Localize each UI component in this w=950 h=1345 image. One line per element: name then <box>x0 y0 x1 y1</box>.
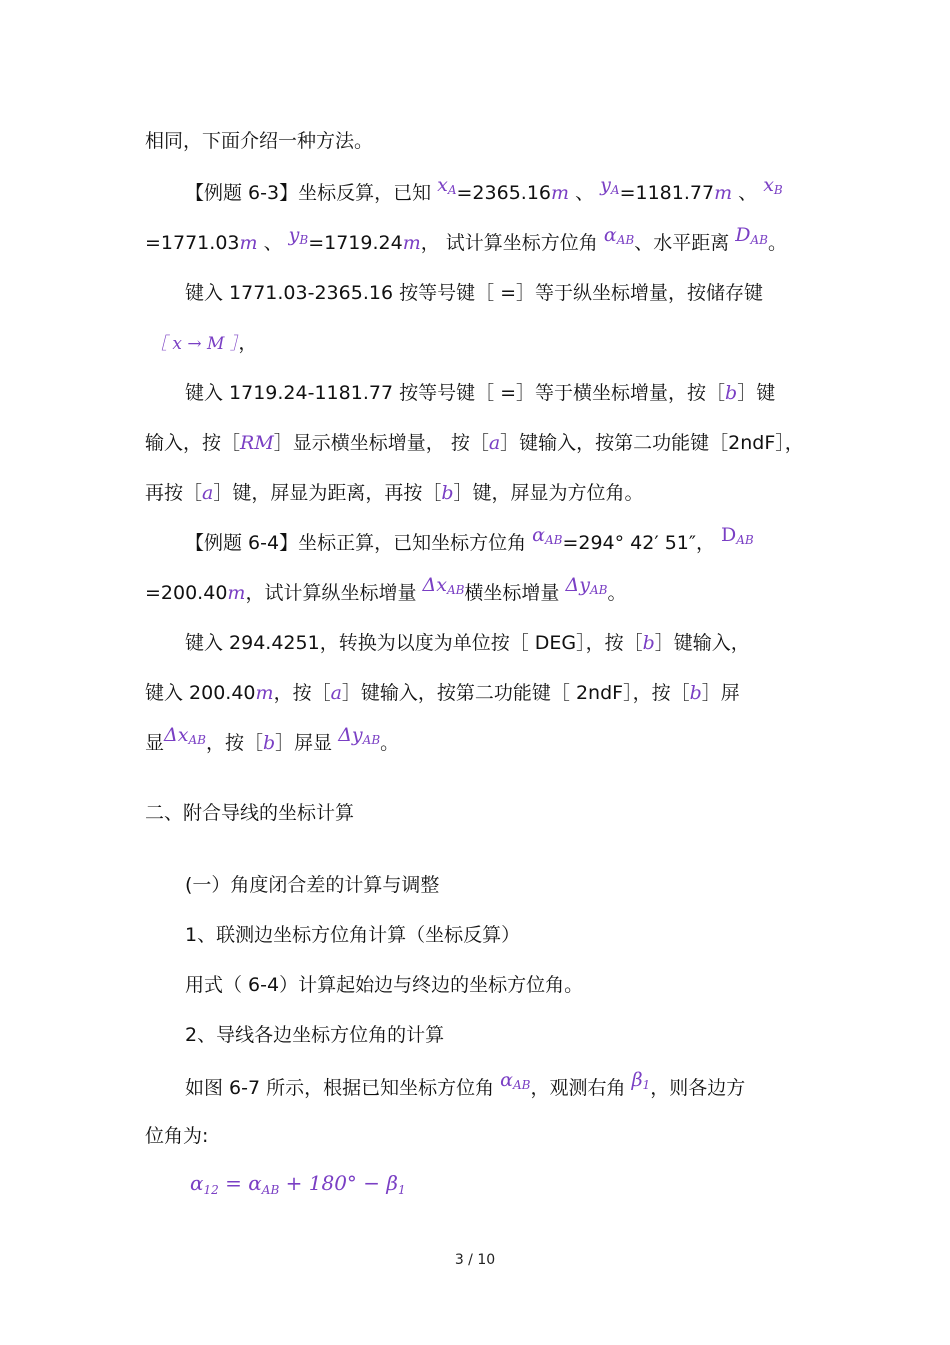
and-text: 、水平距离 <box>634 232 730 254</box>
key-b: b <box>441 482 454 504</box>
mid-text: 横坐标增量 <box>464 582 560 604</box>
item-1-text: 用式（ 6-4）计算起始边与终边的坐标方位角。 <box>185 974 584 996</box>
step2-g: ］键，屏显为距离，再按［ <box>213 482 442 504</box>
example-6-4-line2 <box>145 574 627 611</box>
step3-line1 <box>185 630 750 656</box>
section-heading: 二、附合导线的坐标计算 <box>145 802 355 824</box>
subsection-heading: (一）角度闭合差的计算与调整 <box>185 874 440 896</box>
item-2-text-a: 如图 6-7 所示，根据已知坐标方位角 <box>185 1077 495 1099</box>
distance-value: =200.40 <box>145 582 228 604</box>
key-a: a <box>330 682 342 704</box>
step3-j: 。 <box>380 732 400 754</box>
step3-d: ，按［ <box>273 682 331 704</box>
symbol-delta-y-AB: $\Delta y_{AB}$ <box>565 574 608 597</box>
symbol-beta-1: $\beta_1$ <box>631 1069 651 1092</box>
key-x-to-m: ［ x → M ］ <box>150 334 239 354</box>
unit-m: m <box>227 582 246 604</box>
unit-m: m <box>551 182 570 204</box>
value-xB: =1771.03 <box>145 232 240 254</box>
step3-a: 键入 294.4251，转换为以度为单位按［ DEG］，按［ <box>185 632 643 654</box>
step2-c: 输入，按［ <box>145 432 241 454</box>
unit-m: m <box>239 232 258 254</box>
step2-line2 <box>145 430 804 456</box>
step3-c: 键入 200.40 <box>145 682 256 704</box>
end-text: 。 <box>767 232 787 254</box>
item-2-text-c: ，则各边方 <box>650 1077 746 1099</box>
symbol-D-AB: $D_{AB}$ <box>735 224 768 247</box>
key-b: b <box>725 382 738 404</box>
angle-value: =294° 42′ 51″， <box>562 532 715 554</box>
key-b: b <box>262 732 276 754</box>
symbol-alpha-AB: $\alpha_{AB}$ <box>532 524 563 547</box>
symbol-yA: $y_A$ <box>600 174 620 197</box>
step3-line3 <box>145 724 400 761</box>
symbol-xB: $x_B$ <box>763 174 783 197</box>
example-6-4-line1 <box>185 524 754 561</box>
key-b: b <box>642 632 655 654</box>
comma: ， <box>420 232 440 254</box>
step2-h: ］键，屏显为方位角。 <box>453 482 644 504</box>
step1-line1: 键入 1771.03-2365.16 按等号键［ =］等于纵坐标增量，按储存键 <box>185 282 764 304</box>
formula-expression: $\alpha_{12} = \alpha_{AB} + 180^\circ - \beta_1$ <box>190 1171 406 1197</box>
step2-e: ］键输入，按第二功能键［2ndF］， <box>500 432 804 454</box>
item-2-heading: 2、导线各边坐标方位角的计算 <box>185 1024 445 1046</box>
key-rm: RM <box>240 432 274 454</box>
symbol-yB: $y_B$ <box>288 224 309 247</box>
value-yB: =1719.24 <box>308 232 403 254</box>
end-text: 。 <box>607 582 627 604</box>
step2-b: ］键 <box>737 382 776 404</box>
formula-alpha-12 <box>190 1170 406 1203</box>
step3-g: 显 <box>145 732 165 754</box>
step3-i: ］屏显 <box>275 732 333 754</box>
ask-text: 试计算坐标方位角 <box>445 232 598 254</box>
example-6-3-line1 <box>185 174 783 211</box>
key-a: a <box>488 432 501 454</box>
example-6-4-lead: 【例题 6-4】坐标正算，已知坐标方位角 <box>185 532 527 554</box>
unit-m: m <box>714 182 733 204</box>
step3-line2 <box>145 680 740 706</box>
item-2-text-line2: 位角为: <box>145 1125 209 1147</box>
item-2-text-line1 <box>185 1069 746 1106</box>
unit-m: m <box>402 232 421 254</box>
step2-a: 键入 1719.24-1181.77 按等号键［ =］等于横坐标增量，按［ <box>185 382 726 404</box>
step3-h: ，按［ <box>205 732 263 754</box>
separator: 、 <box>575 182 595 204</box>
step3-e: ］键输入，按第二功能键［ 2ndF］，按［ <box>341 682 690 704</box>
symbol-D-AB: $D_{AB}$ <box>721 524 754 547</box>
symbol-alpha-AB: $\alpha_{AB}$ <box>500 1069 531 1092</box>
paragraph-continuation: 相同，下面介绍一种方法。 <box>145 130 374 152</box>
value-xA: =2365.16 <box>456 182 552 204</box>
page-number: 3 / 10 <box>454 1252 496 1268</box>
step3-f: ］屏 <box>701 682 740 704</box>
symbol-xA: $x_A$ <box>437 174 457 197</box>
key-b: b <box>689 682 702 704</box>
step1-line2 <box>150 330 257 357</box>
separator: 、 <box>263 232 283 254</box>
unit-m: m <box>255 682 274 704</box>
item-1-heading: 1、联测边坐标方位角计算（坐标反算） <box>185 924 521 946</box>
step1-tail: ， <box>238 332 258 354</box>
symbol-delta-y-AB: $\Delta y_{AB}$ <box>338 724 381 747</box>
step2-f: 再按［ <box>145 482 203 504</box>
step2-d: ］显示横坐标增量， 按［ <box>273 432 489 454</box>
step2-line1 <box>185 380 775 406</box>
symbol-delta-x-AB: $\Delta x_{AB}$ <box>422 574 465 597</box>
step2-line3 <box>145 480 644 506</box>
item-2-text-b: ，观测右角 <box>530 1077 626 1099</box>
key-a: a <box>202 482 214 504</box>
step3-b: ］键输入， <box>654 632 750 654</box>
symbol-delta-x-AB: $\Delta x_{AB}$ <box>164 724 206 747</box>
value-yA: =1181.77 <box>619 182 715 204</box>
symbol-alpha-AB: $\alpha_{AB}$ <box>603 224 635 247</box>
separator: 、 <box>738 182 758 204</box>
example-6-3-line2 <box>145 224 787 261</box>
ask-text: ，试计算纵坐标增量 <box>245 582 417 604</box>
example-6-3-lead: 【例题 6-3】坐标反算，已知 <box>185 182 432 204</box>
